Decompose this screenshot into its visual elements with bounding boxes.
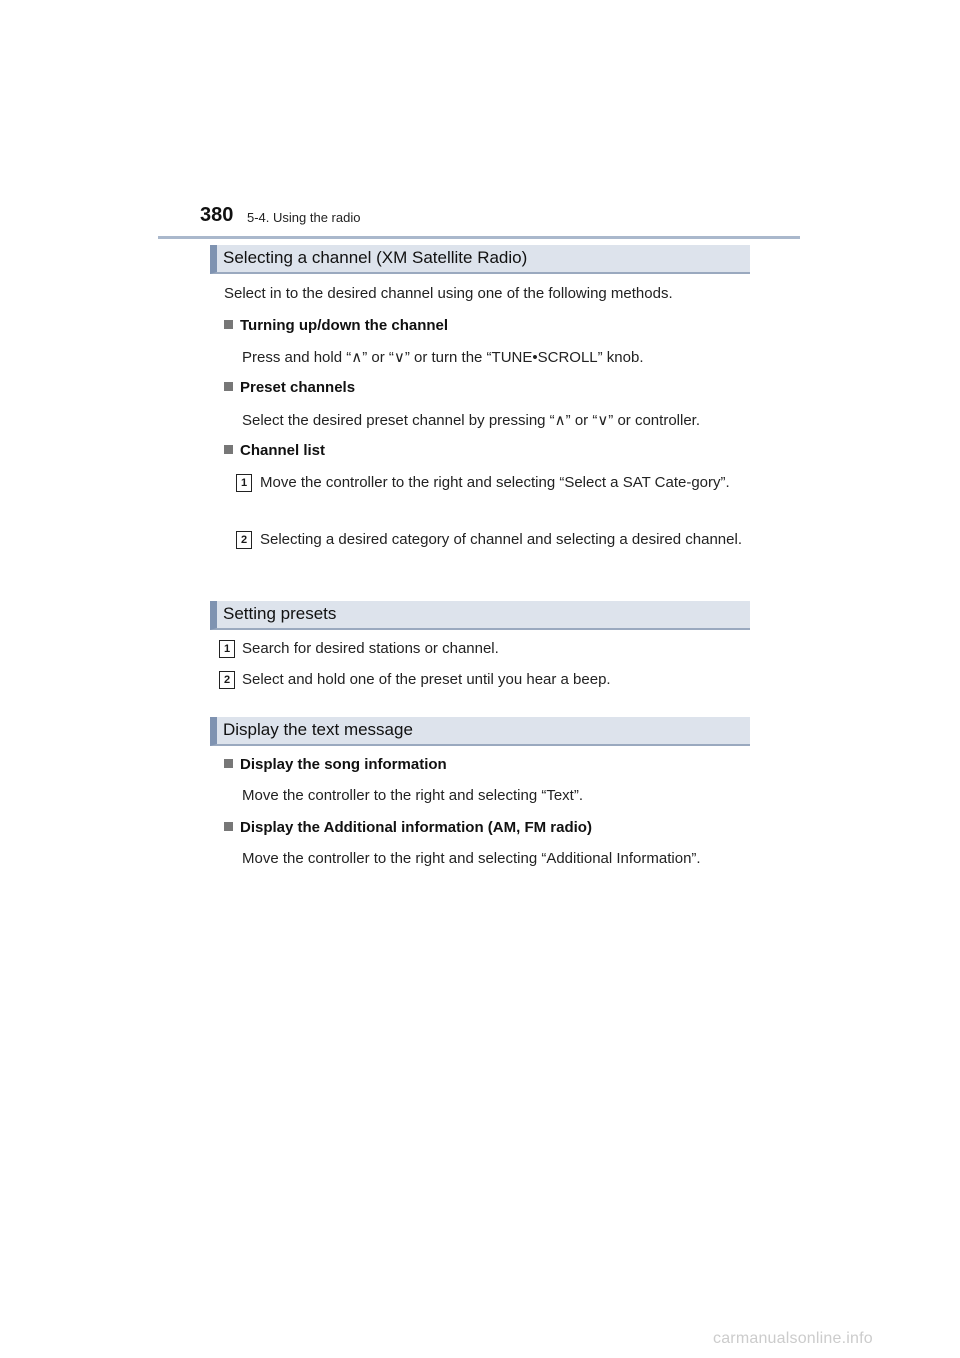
step-number-1: 1 xyxy=(236,474,252,492)
section-header-display-text xyxy=(210,717,750,746)
square-bullet-icon xyxy=(224,320,233,329)
square-bullet-icon xyxy=(224,822,233,831)
square-bullet-icon xyxy=(224,382,233,391)
body-text: Move the controller to the right and selecting “Additional Information”. xyxy=(242,850,701,867)
step-number-1: 1 xyxy=(219,640,235,658)
step-text: Select and hold one of the preset until you hear a beep. xyxy=(242,671,611,688)
body-text: Move the controller to the right and selecting “Text”. xyxy=(242,787,584,804)
body-text: Select the desired preset channel by pressing “∧” or “∨” or controller. xyxy=(242,412,700,429)
body-text: Press and hold “∧” or “∨” or turn the “TUNE•SCROLL” knob. xyxy=(242,349,644,366)
step-text: Selecting a desired category of channel and selecting a desired channel. xyxy=(260,531,742,548)
page-number: 380 xyxy=(200,204,234,226)
square-bullet-icon xyxy=(224,445,233,454)
step-number-2: 2 xyxy=(236,531,252,549)
section-title: Selecting a channel (XM Satellite Radio) xyxy=(223,248,528,267)
section-title: Setting presets xyxy=(223,604,337,623)
section-header-setting-presets xyxy=(210,601,750,630)
section-title: Display the text message xyxy=(223,720,413,739)
subheading-turning-channel: Turning up/down the channel xyxy=(224,317,448,334)
subheading-song-info: Display the song information xyxy=(224,756,447,773)
section-reference: 5-4. Using the radio xyxy=(247,210,361,225)
subheading-preset-channels: Preset channels xyxy=(224,379,355,396)
section-header-selecting-channel xyxy=(210,245,750,274)
subheading-additional-info: Display the Additional information (AM, FM radio) xyxy=(224,819,592,836)
page-header xyxy=(158,200,800,239)
square-bullet-icon xyxy=(224,759,233,768)
step-number-2: 2 xyxy=(219,671,235,689)
step-text: Search for desired stations or channel. xyxy=(242,640,499,657)
subheading-channel-list: Channel list xyxy=(224,442,325,459)
watermark: carmanualsonline.info xyxy=(713,1330,873,1347)
step-text: Move the controller to the right and selecting “Select a SAT Cate-gory”. xyxy=(260,474,730,491)
intro-text: Select in to the desired channel using one of the following methods. xyxy=(224,285,673,302)
